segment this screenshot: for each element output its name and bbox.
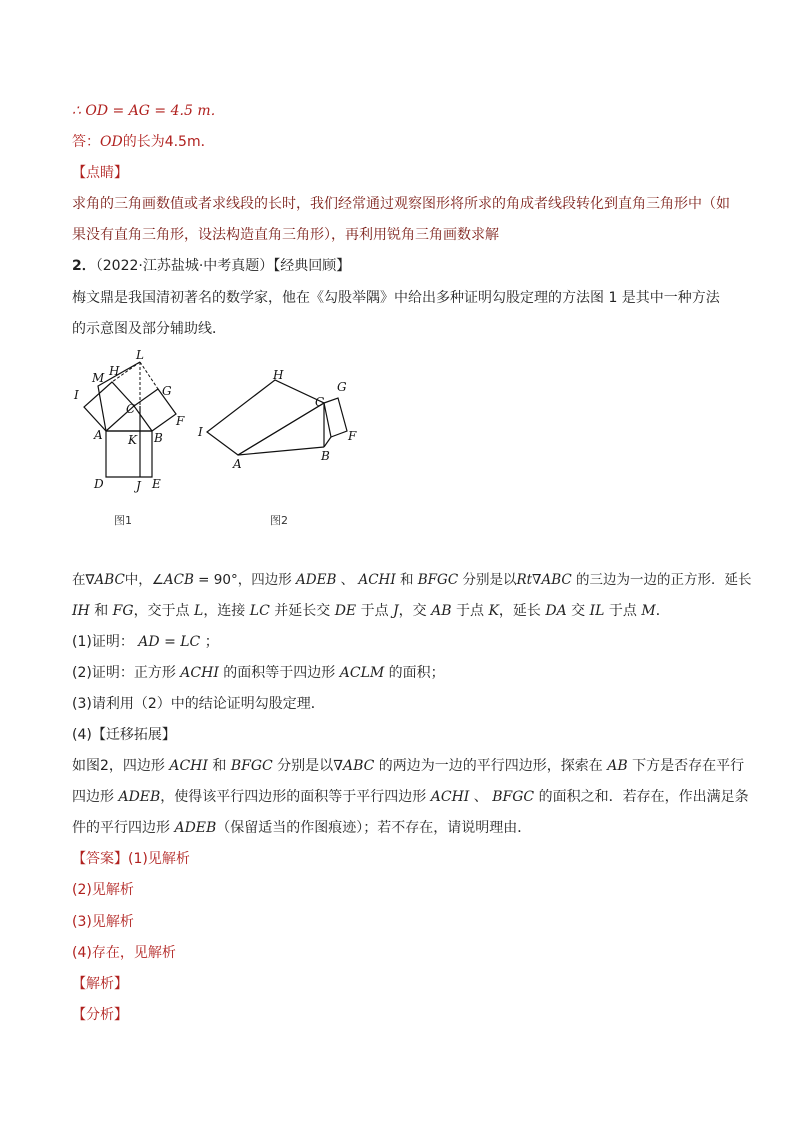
condition-line-2 [72,602,670,620]
label-M: M [92,371,105,385]
label-E: E [152,477,161,491]
parallelogram-bfgc [324,398,347,437]
label2-I: I [198,425,203,439]
sub2-text: (2)证明：正方形 [72,665,181,681]
sub2-var: ACHI [180,665,219,681]
label2-H: H [273,368,284,382]
cond-text: = 90°，四边形 [193,572,297,588]
sub2-text: 的面积； [384,665,445,681]
condition-line-1 [72,571,752,589]
cond-var: DA [545,603,567,619]
ext-text: 和 [207,758,231,774]
label2-C: C [315,395,325,409]
answer-heading-line [72,850,190,868]
label2-G: G [337,380,347,394]
cond-var: K [488,603,499,619]
figure-1-caption: 图1 [114,514,132,527]
question-intro-1: 梅文鼎是我国清初著名的数学家，他在《勾股举隅》中给出多种证明勾股定理的方法图 1 是其中一种方法 [72,290,720,306]
ext-text: 下方是否存在平行 [627,758,745,774]
extension-line-1 [72,757,744,775]
answer-heading: 【答案】 [72,851,128,867]
side-ab [238,447,324,455]
sub1-text: (1)证明： [72,634,139,650]
extension-line-2 [72,788,749,806]
cond-var: AB [431,603,452,619]
label-L: L [136,348,144,362]
ext-var: ADEB [174,820,217,836]
cond-var: LC [249,603,270,619]
label2-F: F [348,429,357,443]
ext-text: （保留适当的作图痕迹）；若不存在，请说明理由． [216,820,532,836]
ext-text: 件的平行四边形 [72,820,175,836]
label-K: K [128,433,137,447]
label-C: C [126,402,136,416]
label-D: D [94,477,104,491]
label-H: H [109,364,120,378]
cond-var: ACB [163,572,194,588]
cond-var: BFGC [417,572,459,588]
subquestion-2 [72,664,445,682]
label2-B: B [321,449,330,463]
cond-var: ABC [94,572,125,588]
parallelogram-achi [207,380,324,455]
label-I: I [74,388,79,402]
answer-var: OD [100,134,123,150]
label2-A: A [233,457,242,470]
cond-var: Rt [516,572,533,588]
ext-text: 如图2，四边形 [72,758,170,774]
question-source: （2022·江苏盐城·中考真题）【经典回顾】 [95,258,351,274]
sub2-text: 的面积等于四边形 [218,665,340,681]
figure-2-caption: 图2 [270,514,288,527]
jiexi-heading: 【解析】 [72,976,128,992]
cond-text: 中，∠ [124,572,164,588]
ext-var: ACHI [430,789,470,805]
conclusion-line [72,102,225,120]
question-intro-2: 的示意图及部分辅助线． [72,321,226,337]
answer-4: (4)存在，见解析 [72,945,176,961]
cond-text: ，交于点 [133,603,195,619]
cond-var: IL [589,603,605,619]
ext-var: ADEB [118,789,161,805]
ext-text: ，使得该平行四边形的面积等于平行四边形 [160,789,431,805]
cond-text: 于点 [451,603,489,619]
sub2-var: ACLM [339,665,385,681]
cond-var: M [641,603,656,619]
cond-text: 和 [395,572,418,588]
cond-text: 于点 [604,603,642,619]
cond-text: 、 [336,572,359,588]
cond-var: ∇ABC [532,572,572,588]
answer-1: (1)见解析 [128,851,190,867]
ext-var: BFGC [492,789,535,805]
extension-line-3 [72,819,531,837]
label-J: J [136,479,141,493]
subquestion-4: (4)【迁移拓展】 [72,727,176,743]
cond-text: 分别是以 [458,572,517,588]
cond-var: IH [72,603,90,619]
dianjing-para-2: 果没有直角三角形，设法构造直角三角形），再利用锐角三角画数求解 [72,227,499,243]
answer-period: ． [200,134,215,150]
cond-text: 在∇ [72,572,95,588]
answer-value: 4.5m [164,134,201,150]
cond-var: L [194,603,204,619]
ext-var: BFGC [230,758,273,774]
cond-text: ，延长 [498,603,546,619]
cond-var: ADEB [296,572,337,588]
ext-text: 的面积之和．若存在，作出满足条 [534,789,749,805]
ext-var: ∇ABC [333,758,375,774]
figure-1 [60,340,210,500]
label-F: F [176,414,185,428]
sub1-end: ； [200,634,219,650]
cond-text: 并延长交 [269,603,335,619]
question-number: 2． [72,258,96,274]
sub1-formula: AD = LC [138,634,201,650]
label-B: B [154,431,163,445]
subquestion-1 [72,633,219,651]
cond-text: 的三边为一边的正方形．延长 [571,572,752,588]
cond-text: ，连接 [203,603,250,619]
cond-var: J [393,603,399,619]
answer-text: 的长为 [122,134,165,150]
cond-text: 于点 [356,603,394,619]
cond-text: ，交 [398,603,432,619]
dianjing-heading: 【点睛】 [72,165,128,181]
fenxi-heading: 【分析】 [72,1007,128,1023]
conclusion-formula: ∴ OD = AG = 4.5 m． [72,103,225,119]
subquestion-3: (3)请利用（2）中的结论证明勾股定理． [72,696,325,712]
ext-text: 分别是以 [272,758,334,774]
ext-text: 四边形 [72,789,119,805]
answer-line [72,133,215,151]
answer-2: (2)见解析 [72,882,134,898]
label-A: A [94,428,103,442]
answer-prefix: 答： [72,134,100,150]
answer-3: (3)见解析 [72,914,134,930]
ext-text: 、 [469,789,493,805]
ext-var: AB [607,758,628,774]
cond-text: 和 [89,603,113,619]
dianjing-para-1: 求角的三角画数值或者求线段的长时，我们经常通过观察图形将所求的角成者线段转化到直角三角形中（如 [72,196,730,212]
cond-var: FG [112,603,134,619]
question-title [72,257,350,275]
figure-2 [195,360,365,470]
cond-text: 交 [566,603,590,619]
cond-var: ACHI [358,572,396,588]
label-G: G [162,384,172,398]
ext-text: 的两边为一边的平行四边形，探索在 [374,758,608,774]
ext-var: ACHI [169,758,208,774]
cond-text: ． [655,603,670,619]
cond-var: DE [334,603,357,619]
